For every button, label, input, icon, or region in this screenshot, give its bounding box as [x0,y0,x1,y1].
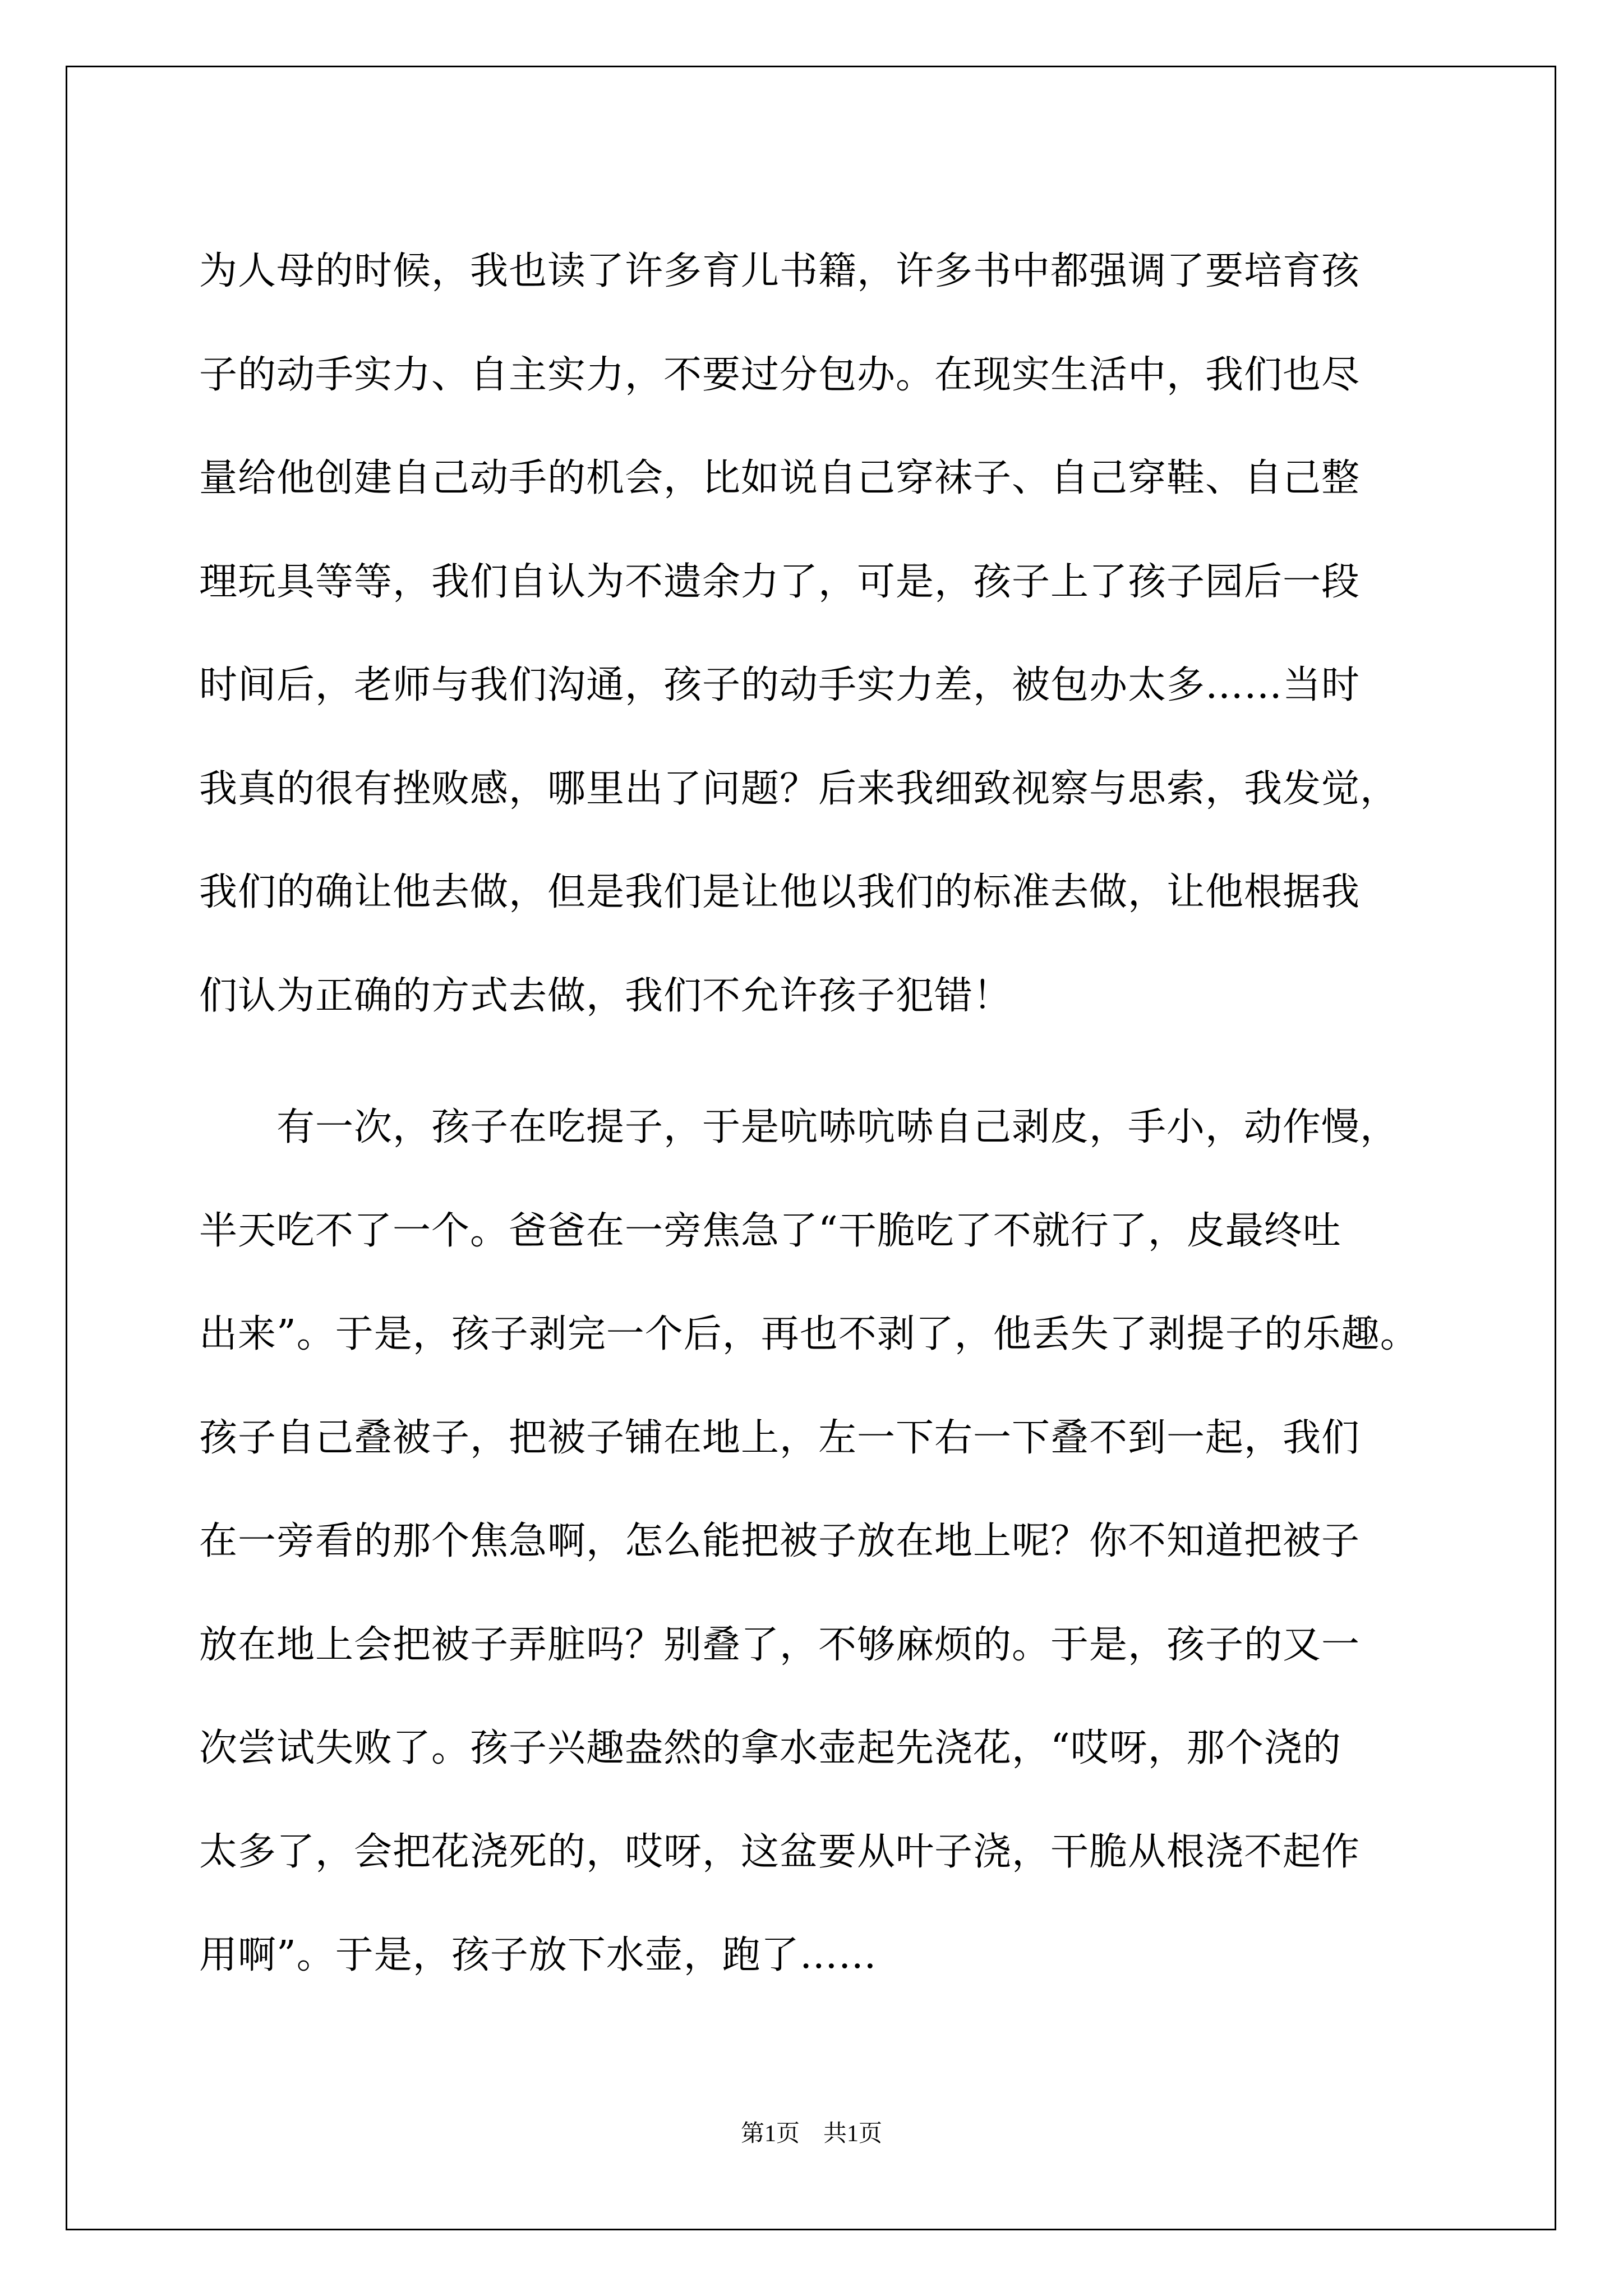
text-line: 孩子自己叠被子，把被子铺在地上，左一下右一下叠不到一起，我们 [199,1415,1361,1460]
text-line: 有一次，孩子在吃提子，于是吭哧吭哧自己剥皮，手小，动作慢， [199,1105,1399,1149]
text-line: 量给他创建自己动手的机会，比如说自己穿袜子、自己穿鞋、自己整 [199,456,1361,500]
text-line: 理玩具等等，我们自认为不遗余力了，可是，孩子上了孩子园后一段 [199,559,1361,604]
paragraph-1 [199,220,1436,1048]
document-body [199,220,1436,2008]
text-line: 们认为正确的方式去做，我们不允许孩子犯错！ [199,973,1012,1018]
text-line: 出来”。于是，孩子剥完一个后，再也不剥了，他丢失了剥提子的乐趣。 [199,1312,1419,1356]
text-line: 在一旁看的那个焦急啊，怎么能把被子放在地上呢？你不知道把被子 [199,1519,1361,1563]
text-line: 子的动手实力、自主实力，不要过分包办。在现实生活中，我们也尽 [199,352,1361,397]
text-line: 时间后，老师与我们沟通，孩子的动手实力差，被包办太多……当时 [199,663,1361,707]
page-footer: 第1页 共1页 [740,2121,882,2147]
text-line: 我们的确让他去做，但是我们是让他以我们的标准去做，让他根据我 [199,870,1361,914]
text-line: 为人母的时候，我也读了许多育儿书籍，许多书中都强调了要培育孩 [199,249,1361,293]
text-line: 放在地上会把被子弄脏吗？别叠了，不够麻烦的。于是，孩子的又一 [199,1622,1361,1667]
text-line: 太多了，会把花浇死的，哎呀，这盆要从叶子浇，干脆从根浇不起作 [199,1829,1361,1874]
paragraph-2 [199,1076,1436,2008]
text-line: 半天吃不了一个。爸爸在一旁焦急了“干脆吃了不就行了，皮最终吐 [199,1208,1341,1253]
text-line: 用啊”。于是，孩子放下水壶，跑了…… [199,1933,877,1977]
text-line: 我真的很有挫败感，哪里出了问题？后来我细致视察与思索，我发觉， [199,766,1399,811]
text-line: 次尝试失败了。孩子兴趣盎然的拿水壶起先浇花，“哎呀，那个浇的 [199,1726,1341,1770]
paragraph-spacing [199,1048,1436,1076]
